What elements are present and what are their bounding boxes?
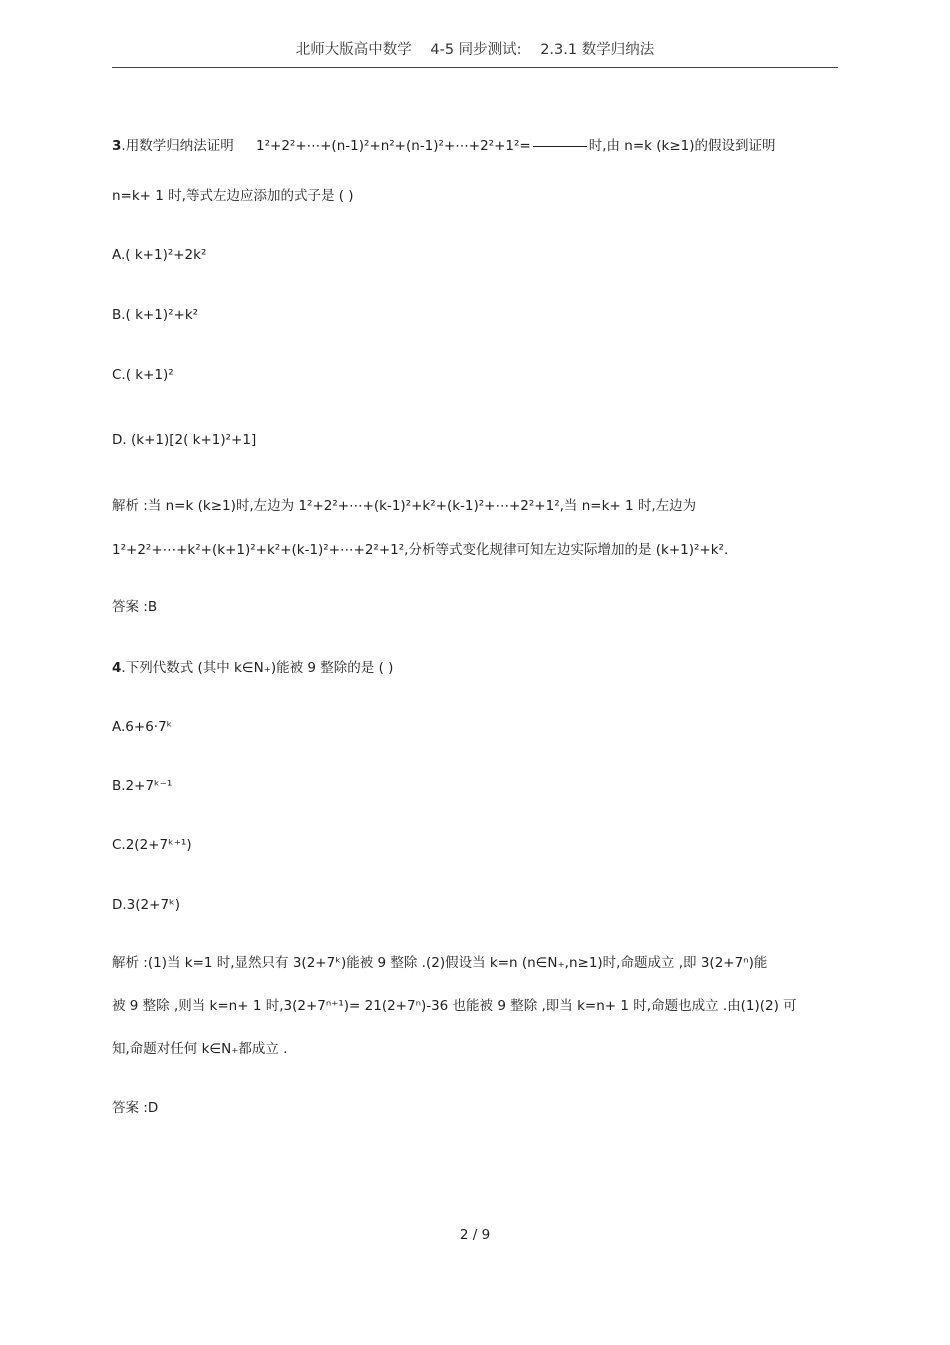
page-header: [112, 38, 838, 59]
q3-stem-line2: n=k+ 1 时,等式左边应添加的式子是 ( ): [112, 188, 354, 204]
q3-number: 3: [112, 138, 122, 154]
header-rule: [112, 67, 838, 68]
q4-number: 4: [112, 660, 122, 676]
q3-fraction-bar: [533, 146, 587, 147]
q3-option-a: A.( k+1)²+2k²: [112, 247, 207, 263]
q3-analysis-line2: 1²+2²+⋯+k²+(k+1)²+k²+(k-1)²+⋯+2²+1²,分析等式变化规律可知左边实际增加的是 (k+1)²+k².: [112, 542, 729, 558]
q3-answer: 答案 :B: [112, 599, 158, 615]
header-chapter: 4-5 同步测试:: [430, 42, 522, 58]
q4-answer: 答案 :D: [112, 1100, 159, 1116]
q3-stem-line1: [112, 137, 776, 155]
q3-stem-intro: .用数学归纳法证明: [121, 138, 234, 154]
q4-analysis-line3: 知,命题对任何 k∈N₊都成立 .: [112, 1041, 288, 1057]
q4-stem-text: .下列代数式 (其中 k∈N₊)能被 9 整除的是 ( ): [121, 660, 394, 676]
q4-option-b: B.2+7ᵏ⁻¹: [112, 778, 173, 794]
q4-option-d: D.3(2+7ᵏ): [112, 897, 181, 913]
q3-stem-formula: 1²+2²+⋯+(n-1)²+n²+(n-1)²+⋯+2²+1²=: [256, 138, 531, 154]
q3-stem-after: 时,由 n=k (k≥1)的假设到证明: [588, 138, 776, 154]
q4-analysis-line1: 解析 :(1)当 k=1 时,显然只有 3(2+7ᵏ)能被 9 整除 .(2)假设当 k=n (n∈N₊,n≥1)时,命题成立 ,即 3(2+7ⁿ)能: [112, 955, 768, 971]
header-section: 2.3.1 数学归纳法: [540, 42, 655, 58]
q3-option-b: B.( k+1)²+k²: [112, 307, 199, 323]
q3-option-c: C.( k+1)²: [112, 367, 174, 383]
page-number: 2 / 9: [459, 1227, 491, 1243]
header-book: 北师大版高中数学: [295, 42, 412, 58]
q4-option-a: A.6+6·7ᵏ: [112, 719, 173, 735]
q3-analysis-line1: 解析 :当 n=k (k≥1)时,左边为 1²+2²+⋯+(k-1)²+k²+(k-1)²+⋯+2²+1²,当 n=k+ 1 时,左边为: [112, 498, 697, 514]
q4-option-c: C.2(2+7ᵏ⁺¹): [112, 837, 192, 853]
q3-option-d: D. (k+1)[2( k+1)²+1]: [112, 432, 257, 448]
q4-analysis-line2: 被 9 整除 ,则当 k=n+ 1 时,3(2+7ⁿ⁺¹)= 21(2+7ⁿ)-36 也能被 9 整除 ,即当 k=n+ 1 时,命题也成立 .由(1)(2) 可: [112, 998, 797, 1014]
q4-stem: [112, 659, 393, 677]
